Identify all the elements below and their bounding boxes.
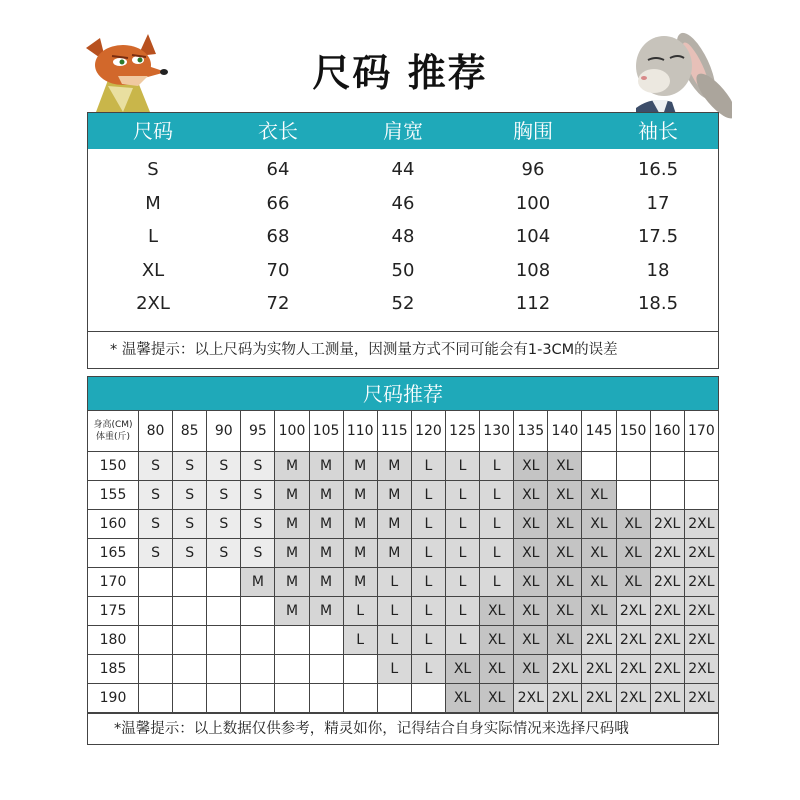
height-cell: 150 xyxy=(88,452,139,481)
size-cell xyxy=(241,655,275,684)
size-cell: L xyxy=(480,481,514,510)
size-cell: 2XL xyxy=(616,684,650,713)
corner-cell xyxy=(88,411,139,452)
size-cell: L xyxy=(445,481,479,510)
cell-length: 70 xyxy=(266,259,290,281)
size-cell: M xyxy=(377,539,411,568)
size-cell: L xyxy=(411,655,445,684)
weight-header-cell: 120 xyxy=(411,411,445,452)
height-cell: 175 xyxy=(88,597,139,626)
size-cell: L xyxy=(480,539,514,568)
size-cell xyxy=(650,481,684,510)
cell-sleeve: 17.5 xyxy=(637,226,679,248)
size-cell: XL xyxy=(514,626,548,655)
size-cell xyxy=(582,452,616,481)
cell-chest: 100 xyxy=(515,192,551,214)
weight-header-cell: 140 xyxy=(548,411,582,452)
size-cell: S xyxy=(139,539,173,568)
size-cell: S xyxy=(241,481,275,510)
size-cell: L xyxy=(377,597,411,626)
size-cell xyxy=(139,626,173,655)
size-cell: S xyxy=(173,481,207,510)
size-cell xyxy=(684,452,718,481)
header-length: 衣长 xyxy=(258,119,298,143)
size-cell: M xyxy=(377,452,411,481)
header-sleeve: 袖长 xyxy=(638,119,678,143)
weight-header-cell: 90 xyxy=(207,411,241,452)
size-cell xyxy=(207,626,241,655)
cell-shoulder: 52 xyxy=(391,293,415,315)
header-shoulder: 肩宽 xyxy=(383,119,423,143)
size-cell xyxy=(616,452,650,481)
cell-shoulder: 48 xyxy=(391,226,415,248)
cell-length: 64 xyxy=(266,159,290,180)
size-cell: 2XL xyxy=(650,597,684,626)
height-cell: 170 xyxy=(88,568,139,597)
size-cell: 2XL xyxy=(548,655,582,684)
size-cell: 2XL xyxy=(616,655,650,684)
size-cell: L xyxy=(411,539,445,568)
table-row xyxy=(88,597,719,626)
size-cell xyxy=(241,684,275,713)
size-cell: L xyxy=(445,597,479,626)
cell-size: XL xyxy=(141,259,165,281)
size-cell: XL xyxy=(582,539,616,568)
size-cell: XL xyxy=(548,597,582,626)
size-cell: XL xyxy=(514,539,548,568)
size-cell: S xyxy=(207,452,241,481)
height-cell: 185 xyxy=(88,655,139,684)
size-cell xyxy=(139,655,173,684)
weight-header-cell: 95 xyxy=(241,411,275,452)
size-cell xyxy=(207,597,241,626)
size-cell: M xyxy=(343,539,377,568)
size-cell xyxy=(139,597,173,626)
corner-height-label: 身高(CM) xyxy=(93,420,133,430)
size-cell: 2XL xyxy=(684,539,718,568)
size-cell: XL xyxy=(480,655,514,684)
size-cell: 2XL xyxy=(616,597,650,626)
weight-header-cell: 135 xyxy=(514,411,548,452)
size-cell: 2XL xyxy=(650,684,684,713)
table-row xyxy=(88,287,718,321)
size-cell: S xyxy=(207,510,241,539)
size-cell xyxy=(275,655,309,684)
weight-header-cell: 115 xyxy=(377,411,411,452)
cell-length: 66 xyxy=(266,192,290,214)
weight-header-cell: 145 xyxy=(582,411,616,452)
size-cell: M xyxy=(309,568,343,597)
height-cell: 160 xyxy=(88,510,139,539)
cell-sleeve: 16.5 xyxy=(637,159,679,180)
size-cell xyxy=(139,568,173,597)
table-row xyxy=(88,481,719,510)
size-cell: XL xyxy=(548,452,582,481)
size-cell: M xyxy=(275,597,309,626)
cell-size: 2XL xyxy=(136,293,170,315)
size-cell: XL xyxy=(548,539,582,568)
size-cell: M xyxy=(275,539,309,568)
size-recommendation-table xyxy=(87,376,719,713)
size-cell: XL xyxy=(582,568,616,597)
size-cell: XL xyxy=(548,626,582,655)
size-cell: L xyxy=(480,568,514,597)
size-cell: XL xyxy=(616,539,650,568)
weight-header-cell: 160 xyxy=(650,411,684,452)
table-row xyxy=(88,539,719,568)
corner-weight-label: 体重(斤) xyxy=(95,432,131,442)
size-cell xyxy=(275,626,309,655)
size-cell: L xyxy=(411,626,445,655)
size-cell: L xyxy=(343,626,377,655)
size-cell: L xyxy=(343,597,377,626)
size-cell: XL xyxy=(514,452,548,481)
size-cell xyxy=(411,684,445,713)
size-cell: 2XL xyxy=(650,655,684,684)
table-row xyxy=(88,153,718,187)
header-size: 尺码 xyxy=(133,119,173,143)
size-cell: M xyxy=(343,452,377,481)
size-cell: M xyxy=(309,510,343,539)
size-cell xyxy=(173,568,207,597)
size-cell: M xyxy=(343,510,377,539)
header-chest: 胸围 xyxy=(513,119,553,143)
size-cell: XL xyxy=(514,481,548,510)
weight-header-row xyxy=(88,411,719,452)
size-cell: XL xyxy=(514,568,548,597)
size-cell: XL xyxy=(514,510,548,539)
size-cell: 2XL xyxy=(684,626,718,655)
size-cell xyxy=(241,597,275,626)
size-cell: L xyxy=(411,481,445,510)
size-cell: 2XL xyxy=(650,510,684,539)
size-cell: 2XL xyxy=(650,626,684,655)
size-cell: S xyxy=(173,539,207,568)
weight-header-cell: 100 xyxy=(275,411,309,452)
weight-header-cell: 125 xyxy=(445,411,479,452)
weight-header-cell: 85 xyxy=(173,411,207,452)
table-row xyxy=(88,254,718,288)
size-cell: 2XL xyxy=(582,626,616,655)
size-cell: 2XL xyxy=(514,684,548,713)
size-cell: L xyxy=(445,568,479,597)
measurement-note: * 温馨提示：以上尺码为实物人工测量，因测量方式不同可能会有1-3CM的误差 xyxy=(87,331,719,369)
cell-size: S xyxy=(147,159,159,180)
size-cell: 2XL xyxy=(582,655,616,684)
table-row xyxy=(88,510,719,539)
table-row xyxy=(88,655,719,684)
size-cell: 2XL xyxy=(684,684,718,713)
size-cell xyxy=(343,655,377,684)
size-cell: S xyxy=(207,539,241,568)
size-cell: 2XL xyxy=(548,684,582,713)
size-cell: L xyxy=(445,510,479,539)
table-row xyxy=(88,220,718,254)
weight-header-cell: 170 xyxy=(684,411,718,452)
cell-sleeve: 17 xyxy=(646,192,670,214)
size-cell xyxy=(207,684,241,713)
size-cell xyxy=(650,452,684,481)
size-cell xyxy=(173,626,207,655)
size-cell: XL xyxy=(616,510,650,539)
weight-header-cell: 105 xyxy=(309,411,343,452)
size-cell: 2XL xyxy=(684,568,718,597)
size-cell xyxy=(309,655,343,684)
size-cell: L xyxy=(445,539,479,568)
cell-chest: 104 xyxy=(515,226,551,248)
size-cell xyxy=(309,626,343,655)
size-cell: L xyxy=(377,626,411,655)
size-cell: M xyxy=(275,452,309,481)
height-cell: 190 xyxy=(88,684,139,713)
size-cell: 2XL xyxy=(650,539,684,568)
size-cell: XL xyxy=(548,568,582,597)
size-cell: XL xyxy=(480,597,514,626)
cell-chest: 108 xyxy=(515,259,551,281)
size-cell: XL xyxy=(548,510,582,539)
weight-header-cell: 150 xyxy=(616,411,650,452)
size-cell: L xyxy=(480,510,514,539)
size-cell: XL xyxy=(548,481,582,510)
size-cell xyxy=(275,684,309,713)
size-cell: 2XL xyxy=(650,568,684,597)
size-cell: M xyxy=(377,510,411,539)
cell-size: L xyxy=(147,226,159,248)
cell-shoulder: 44 xyxy=(391,159,415,180)
size-cell: XL xyxy=(445,655,479,684)
size-cell xyxy=(377,684,411,713)
size-cell xyxy=(173,655,207,684)
size-cell: XL xyxy=(582,597,616,626)
size-cell: 2XL xyxy=(582,684,616,713)
cell-shoulder: 46 xyxy=(391,192,415,214)
reference-note: *温馨提示：以上数据仅供参考，精灵如你，记得结合自身实际情况来选择尺码哦 xyxy=(87,713,719,745)
cell-chest: 112 xyxy=(515,293,551,315)
size-cell xyxy=(684,481,718,510)
size-cell: M xyxy=(241,568,275,597)
table-row xyxy=(88,684,719,713)
size-cell: XL xyxy=(514,655,548,684)
size-cell: M xyxy=(309,539,343,568)
size-cell xyxy=(241,626,275,655)
size-cell: S xyxy=(173,452,207,481)
height-cell: 165 xyxy=(88,539,139,568)
size-cell: M xyxy=(309,481,343,510)
page-title: 尺码 推荐 xyxy=(312,51,488,95)
cell-sleeve: 18.5 xyxy=(637,293,679,315)
size-cell: M xyxy=(343,568,377,597)
size-cell: XL xyxy=(445,684,479,713)
size-cell: M xyxy=(377,481,411,510)
size-cell xyxy=(309,684,343,713)
cell-length: 68 xyxy=(266,226,290,248)
size-cell: XL xyxy=(582,481,616,510)
size-cell xyxy=(343,684,377,713)
table-row xyxy=(88,187,718,221)
size-cell: 2XL xyxy=(684,655,718,684)
size-cell: L xyxy=(411,452,445,481)
weight-header-cell: 80 xyxy=(139,411,173,452)
size-cell: L xyxy=(411,510,445,539)
size-cell xyxy=(139,684,173,713)
size-cell: L xyxy=(411,597,445,626)
size-cell: 2XL xyxy=(684,597,718,626)
size-cell: S xyxy=(139,481,173,510)
size-cell xyxy=(616,481,650,510)
size-cell: XL xyxy=(480,684,514,713)
size-chart-header xyxy=(88,113,718,149)
cell-size: M xyxy=(145,192,161,214)
cell-sleeve: 18 xyxy=(646,259,670,281)
cell-shoulder: 50 xyxy=(391,259,415,281)
cell-length: 72 xyxy=(266,293,290,315)
size-cell: L xyxy=(480,452,514,481)
size-cell: L xyxy=(445,626,479,655)
weight-header-cell: 130 xyxy=(480,411,514,452)
table-row xyxy=(88,626,719,655)
size-cell: S xyxy=(139,510,173,539)
size-cell: M xyxy=(275,568,309,597)
height-cell: 180 xyxy=(88,626,139,655)
size-cell: 2XL xyxy=(616,626,650,655)
size-cell: L xyxy=(411,568,445,597)
size-cell: M xyxy=(275,481,309,510)
size-cell: M xyxy=(343,481,377,510)
size-cell: XL xyxy=(616,568,650,597)
size-cell: S xyxy=(173,510,207,539)
size-cell: L xyxy=(377,655,411,684)
cell-chest: 96 xyxy=(521,159,545,180)
size-cell xyxy=(173,684,207,713)
size-cell: S xyxy=(241,510,275,539)
size-cell: M xyxy=(275,510,309,539)
size-cell: M xyxy=(309,452,343,481)
size-chart-table xyxy=(87,112,719,332)
size-cell: L xyxy=(377,568,411,597)
size-cell: 2XL xyxy=(684,510,718,539)
size-cell: XL xyxy=(514,597,548,626)
size-cell: L xyxy=(445,452,479,481)
size-cell: S xyxy=(241,452,275,481)
weight-header-cell: 110 xyxy=(343,411,377,452)
size-cell: M xyxy=(309,597,343,626)
table-row xyxy=(88,452,719,481)
size-cell xyxy=(207,568,241,597)
recommendation-grid xyxy=(87,410,719,713)
size-cell: S xyxy=(207,481,241,510)
size-cell: XL xyxy=(582,510,616,539)
height-cell: 155 xyxy=(88,481,139,510)
size-cell: XL xyxy=(480,626,514,655)
size-cell xyxy=(207,655,241,684)
recommendation-title: 尺码推荐 xyxy=(87,376,719,410)
size-cell: S xyxy=(139,452,173,481)
size-cell xyxy=(173,597,207,626)
table-row xyxy=(88,568,719,597)
size-cell: S xyxy=(241,539,275,568)
